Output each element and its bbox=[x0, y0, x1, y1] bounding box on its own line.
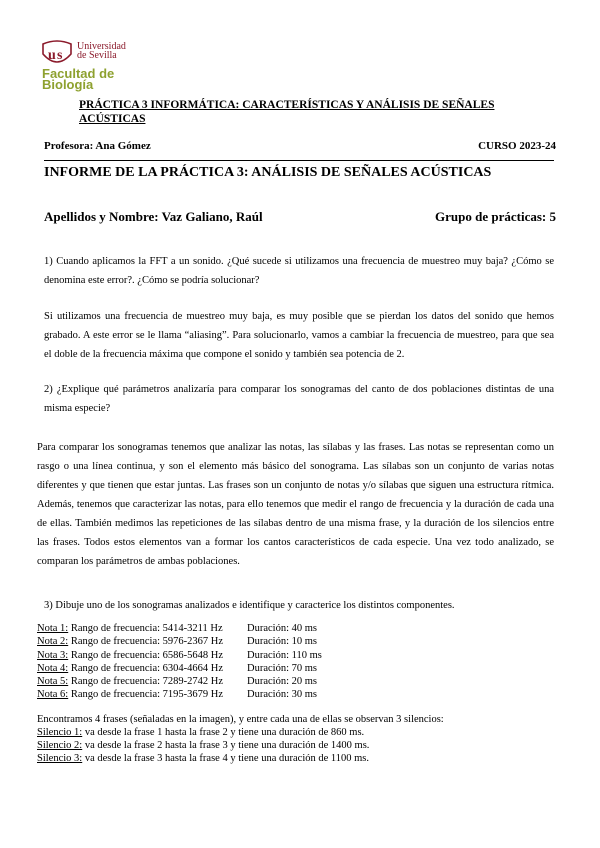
faculty-name: Facultad de Biología bbox=[42, 66, 115, 92]
silence-label: Silencio 3: bbox=[37, 753, 83, 764]
question-1: 1) Cuando aplicamos la FFT a un sonido. ¿Qué sucede si utilizamos una frecuencia de muestreo muy baja? ¿Cómo se denomina este error?. ¿Cómo se podría solucionar? bbox=[44, 256, 554, 286]
note-row bbox=[37, 662, 317, 675]
note-range: Rango de frecuencia: 5414-3211 Hz bbox=[70, 623, 223, 634]
note-row bbox=[37, 688, 317, 701]
note-duration: Duración: 20 ms bbox=[247, 676, 317, 688]
silence-row bbox=[37, 739, 557, 752]
phrases-section bbox=[37, 713, 557, 765]
note-duration: Duración: 40 ms bbox=[247, 623, 317, 634]
note-label: Nota 2: bbox=[37, 636, 69, 648]
note-row bbox=[37, 635, 317, 648]
svg-text:u: u bbox=[48, 48, 56, 63]
university-name: Universidad de Sevilla bbox=[77, 41, 126, 61]
course-year: CURSO 2023-24 bbox=[478, 140, 556, 152]
note-label: Nota 4: bbox=[37, 662, 69, 674]
student-name: Apellidos y Nombre: Vaz Galiano, Raúl bbox=[44, 209, 263, 224]
note-range: Rango de frecuencia: 7195-3679 Hz bbox=[70, 689, 224, 701]
silence-text: va desde la frase 3 hasta la frase 4 y tiene una duración de 1100 ms. bbox=[84, 753, 370, 764]
note-duration: Duración: 10 ms bbox=[247, 636, 317, 648]
silence-text: va desde la frase 2 hasta la frase 3 y tiene una duración de 1400 ms. bbox=[84, 740, 370, 751]
silence-row bbox=[37, 752, 557, 765]
note-row bbox=[37, 622, 317, 635]
silence-text: va desde la frase 1 hasta la frase 2 y tiene una duración de 860 ms. bbox=[84, 727, 365, 738]
header-divider bbox=[44, 160, 554, 161]
question-2: 2) ¿Explique qué parámetros analizaría para comparar los sonogramas del canto de dos poblaciones distintas de una misma especie? bbox=[44, 384, 554, 414]
silence-row bbox=[37, 726, 557, 739]
phrases-intro: Encontramos 4 frases (señaladas en la imagen), y entre cada una de ellas se observan 3 silencios: bbox=[37, 714, 444, 725]
note-label: Nota 5: bbox=[37, 676, 69, 688]
note-duration: Duración: 110 ms bbox=[247, 649, 322, 661]
note-duration: Duración: 70 ms bbox=[247, 662, 317, 674]
question-3: 3) Dibuje uno de los sonogramas analizados e identifique y caracterice los distintos componentes. bbox=[44, 600, 455, 611]
university-logo bbox=[40, 38, 150, 94]
note-row bbox=[37, 649, 322, 662]
practice-title: PRÁCTICA 3 INFORMÁTICA: CARACTERÍSTICAS Y ANÁLISIS DE SEÑALES ACÚSTICAS bbox=[79, 99, 495, 125]
note-duration: Duración: 30 ms bbox=[247, 689, 317, 701]
note-label: Nota 3: bbox=[37, 649, 69, 661]
silence-label: Silencio 2: bbox=[37, 740, 83, 751]
note-range: Rango de frecuencia: 6304-4664 Hz bbox=[70, 662, 224, 674]
note-row bbox=[37, 675, 317, 688]
university-seal-icon bbox=[40, 40, 74, 68]
practice-group: Grupo de prácticas: 5 bbox=[435, 209, 556, 224]
notes-list bbox=[37, 622, 322, 702]
answer-1: Si utilizamos una frecuencia de muestreo muy baja, es muy posible que se pierdan los datos del sonido que hemos grabado. A este error se le llama “aliasing”. Para solucionarlo, vamos a cambiar la frecuencia de muestreo, para que sea el doble de la frecuencia máxima que compone el sonido y también sea potencia de 2. bbox=[44, 311, 554, 360]
professor-name: Profesora: Ana Gómez bbox=[44, 140, 151, 152]
silence-label: Silencio 1: bbox=[37, 727, 83, 738]
answer-2: Para comparar los sonogramas tenemos que analizar las notas, las sílabas y las frases. Las notas se representan como un rasgo o una línea continua, y son el elemento más básico del sonograma. Las sílabas son un conjunto de varias notas diferentes y que tienen que estar juntas. Las frases son un conjunto de notas y/o sílabas que siguen una estructura rítmica. Además, tenemos que caracterizar las notas, para ello tenemos que medir el rango de frecuencia y la duración de cada una de ellas. También medimos las repeticiones de las sílabas dentro de una misma frase, y la duración de los silencios entre las frases. Todos estos elementos van a formar los cantos característicos de cada especie. Una vez todo analizado, se comparan los parámetros de ambas poblaciones. bbox=[37, 442, 554, 567]
note-range: Rango de frecuencia: 6586-5648 Hz bbox=[70, 649, 224, 661]
note-label: Nota 6: bbox=[37, 689, 69, 701]
note-range: Rango de frecuencia: 5976-2367 Hz bbox=[70, 636, 224, 648]
report-title: INFORME DE LA PRÁCTICA 3: ANÁLISIS DE SEÑALES ACÚSTICAS bbox=[44, 165, 492, 180]
note-label: Nota 1: bbox=[37, 623, 69, 634]
svg-text:s: s bbox=[57, 48, 63, 63]
note-range: Rango de frecuencia: 7289-2742 Hz bbox=[70, 676, 224, 688]
